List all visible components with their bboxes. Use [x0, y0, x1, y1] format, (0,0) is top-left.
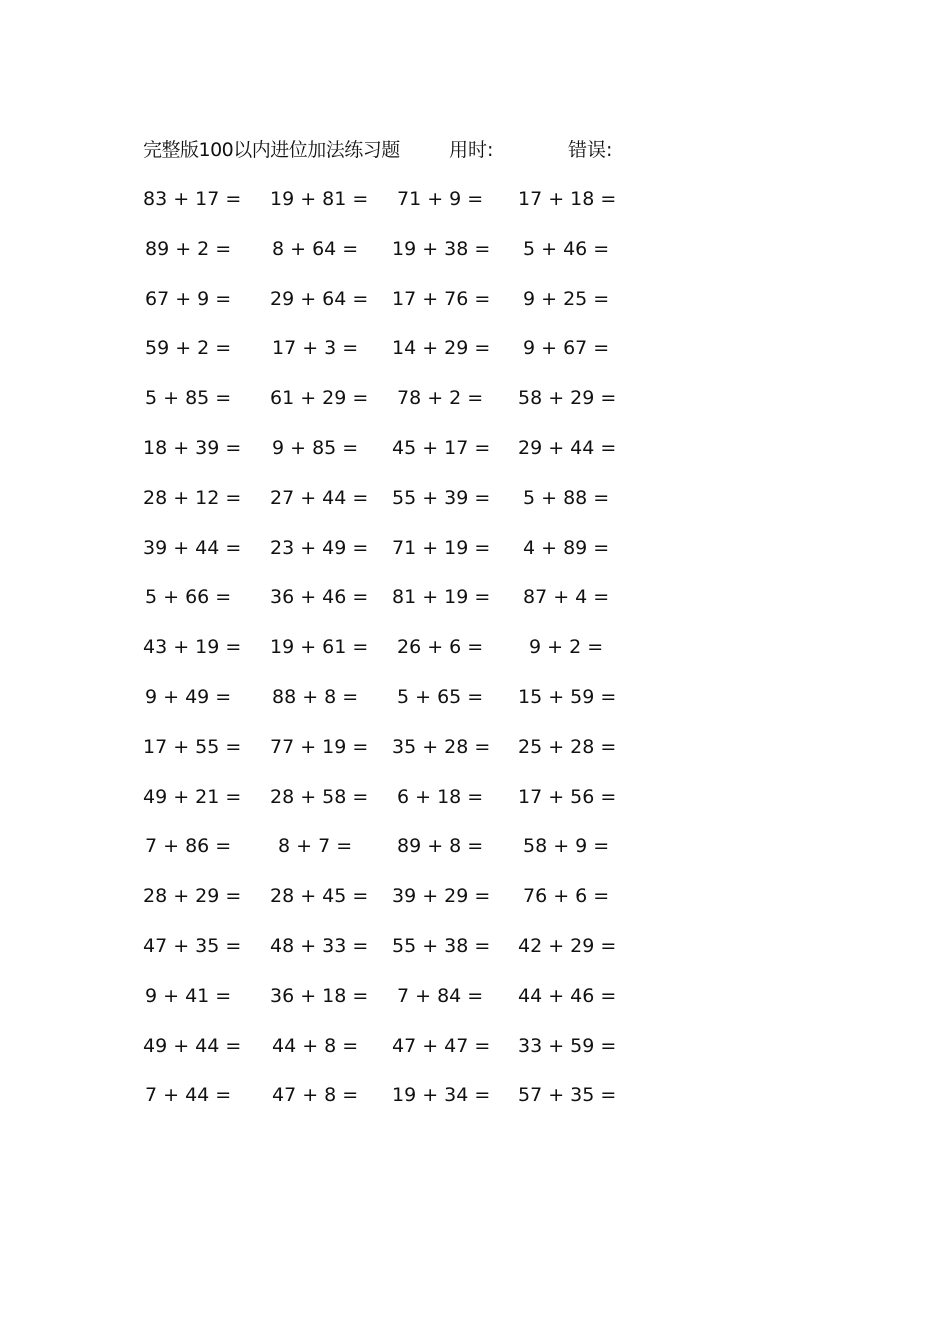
- problem-r1-c4: 17 + 18 =: [518, 188, 617, 210]
- problem-r15-c1: 28 + 29 =: [143, 885, 242, 907]
- problem-r5-c1: 5 + 85 =: [145, 387, 232, 409]
- problem-r17-c2: 36 + 18 =: [270, 985, 369, 1007]
- problem-r8-c2: 23 + 49 =: [270, 537, 369, 559]
- problem-r11-c2: 88 + 8 =: [272, 686, 359, 708]
- problem-r13-c2: 28 + 58 =: [270, 786, 369, 808]
- problem-r3-c4: 9 + 25 =: [523, 288, 610, 310]
- problem-r4-c2: 17 + 3 =: [272, 337, 359, 359]
- problem-r18-c1: 49 + 44 =: [143, 1035, 242, 1057]
- time-used-label: 用时:: [449, 139, 494, 161]
- problem-r14-c4: 58 + 9 =: [523, 835, 610, 857]
- problem-r16-c3: 55 + 38 =: [392, 935, 491, 957]
- problem-r11-c1: 9 + 49 =: [145, 686, 232, 708]
- problem-r6-c3: 45 + 17 =: [392, 437, 491, 459]
- problem-r6-c4: 29 + 44 =: [518, 437, 617, 459]
- problem-r12-c2: 77 + 19 =: [270, 736, 369, 758]
- problem-r5-c4: 58 + 29 =: [518, 387, 617, 409]
- problem-r2-c4: 5 + 46 =: [523, 238, 610, 260]
- problem-r14-c2: 8 + 7 =: [278, 835, 353, 857]
- errors-label: 错误:: [568, 139, 613, 161]
- problem-r17-c1: 9 + 41 =: [145, 985, 232, 1007]
- problem-r9-c4: 87 + 4 =: [523, 586, 610, 608]
- problem-r12-c4: 25 + 28 =: [518, 736, 617, 758]
- problem-r15-c2: 28 + 45 =: [270, 885, 369, 907]
- problem-r11-c4: 15 + 59 =: [518, 686, 617, 708]
- problem-r6-c2: 9 + 85 =: [272, 437, 359, 459]
- problem-r7-c1: 28 + 12 =: [143, 487, 242, 509]
- problem-r7-c4: 5 + 88 =: [523, 487, 610, 509]
- problem-r13-c4: 17 + 56 =: [518, 786, 617, 808]
- problem-r6-c1: 18 + 39 =: [143, 437, 242, 459]
- problem-r10-c2: 19 + 61 =: [270, 636, 369, 658]
- problem-r12-c1: 17 + 55 =: [143, 736, 242, 758]
- problem-r1-c3: 71 + 9 =: [397, 188, 484, 210]
- problem-r4-c3: 14 + 29 =: [392, 337, 491, 359]
- problem-r8-c4: 4 + 89 =: [523, 537, 610, 559]
- problem-r17-c4: 44 + 46 =: [518, 985, 617, 1007]
- problem-r5-c3: 78 + 2 =: [397, 387, 484, 409]
- problem-r19-c3: 19 + 34 =: [392, 1084, 491, 1106]
- problem-r3-c1: 67 + 9 =: [145, 288, 232, 310]
- worksheet-title: 完整版100以内进位加法练习题: [143, 139, 400, 161]
- problem-r10-c4: 9 + 2 =: [529, 636, 604, 658]
- problem-r18-c2: 44 + 8 =: [272, 1035, 359, 1057]
- problem-r14-c3: 89 + 8 =: [397, 835, 484, 857]
- problem-r10-c1: 43 + 19 =: [143, 636, 242, 658]
- problem-r4-c4: 9 + 67 =: [523, 337, 610, 359]
- problem-r17-c3: 7 + 84 =: [397, 985, 484, 1007]
- problem-r19-c1: 7 + 44 =: [145, 1084, 232, 1106]
- problem-r8-c1: 39 + 44 =: [143, 537, 242, 559]
- problem-r19-c4: 57 + 35 =: [518, 1084, 617, 1106]
- problem-r11-c3: 5 + 65 =: [397, 686, 484, 708]
- problem-r15-c4: 76 + 6 =: [523, 885, 610, 907]
- problem-r16-c1: 47 + 35 =: [143, 935, 242, 957]
- problem-r1-c1: 83 + 17 =: [143, 188, 242, 210]
- problem-r19-c2: 47 + 8 =: [272, 1084, 359, 1106]
- problem-r18-c4: 33 + 59 =: [518, 1035, 617, 1057]
- problem-r2-c2: 8 + 64 =: [272, 238, 359, 260]
- problem-r14-c1: 7 + 86 =: [145, 835, 232, 857]
- problem-r3-c3: 17 + 76 =: [392, 288, 491, 310]
- problem-r9-c2: 36 + 46 =: [270, 586, 369, 608]
- problem-r8-c3: 71 + 19 =: [392, 537, 491, 559]
- problem-r16-c2: 48 + 33 =: [270, 935, 369, 957]
- problem-r9-c3: 81 + 19 =: [392, 586, 491, 608]
- problem-r10-c3: 26 + 6 =: [397, 636, 484, 658]
- problem-r16-c4: 42 + 29 =: [518, 935, 617, 957]
- problem-r4-c1: 59 + 2 =: [145, 337, 232, 359]
- problem-r13-c1: 49 + 21 =: [143, 786, 242, 808]
- problem-r3-c2: 29 + 64 =: [270, 288, 369, 310]
- problem-r13-c3: 6 + 18 =: [397, 786, 484, 808]
- problem-r2-c1: 89 + 2 =: [145, 238, 232, 260]
- problem-r7-c2: 27 + 44 =: [270, 487, 369, 509]
- problem-r2-c3: 19 + 38 =: [392, 238, 491, 260]
- problem-r18-c3: 47 + 47 =: [392, 1035, 491, 1057]
- problem-r5-c2: 61 + 29 =: [270, 387, 369, 409]
- problem-r9-c1: 5 + 66 =: [145, 586, 232, 608]
- problem-r15-c3: 39 + 29 =: [392, 885, 491, 907]
- problem-r1-c2: 19 + 81 =: [270, 188, 369, 210]
- problem-r12-c3: 35 + 28 =: [392, 736, 491, 758]
- problem-r7-c3: 55 + 39 =: [392, 487, 491, 509]
